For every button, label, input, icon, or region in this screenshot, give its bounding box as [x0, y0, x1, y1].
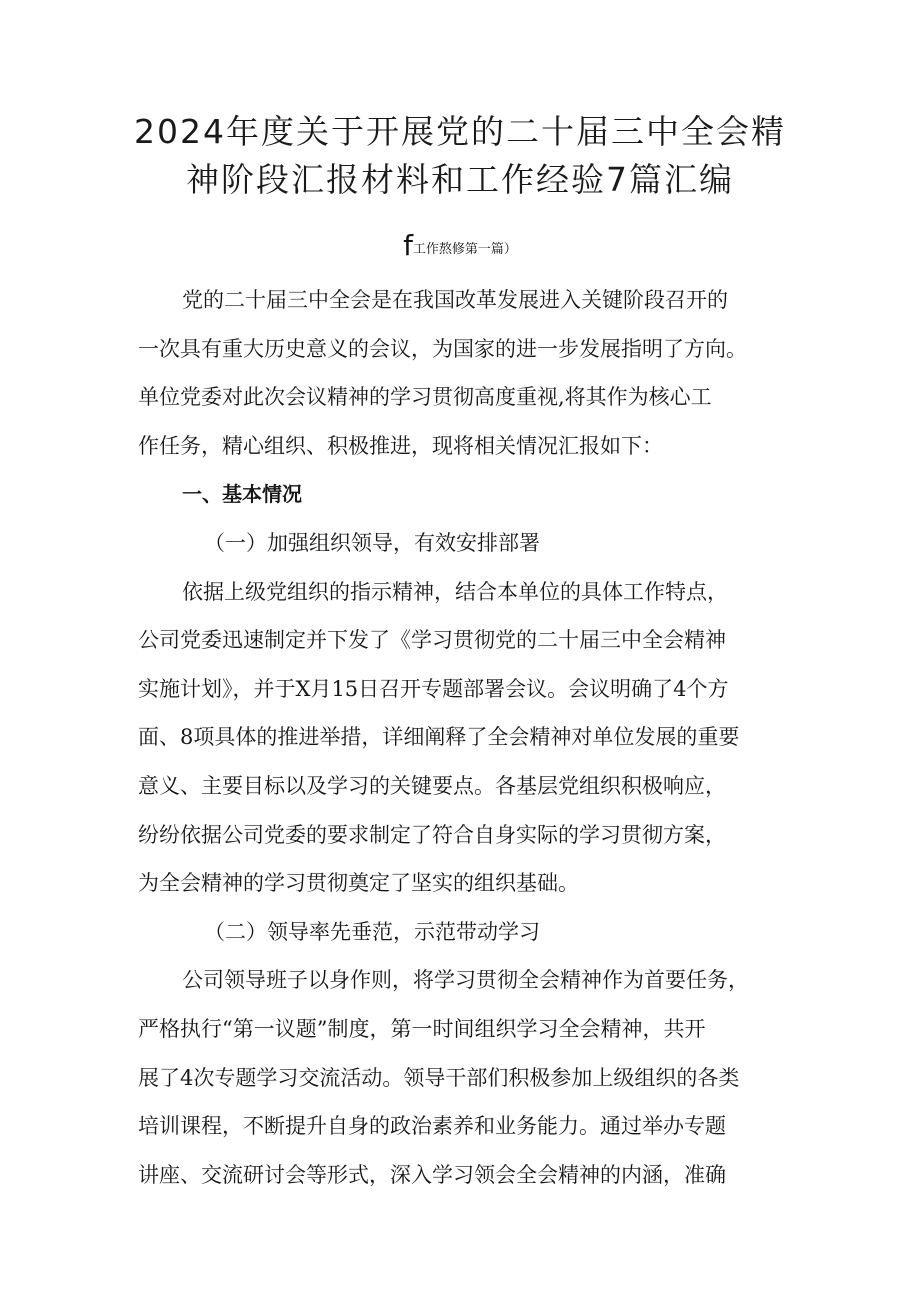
subtitle-prefix: f [403, 229, 413, 262]
paragraph-line: 纷纷依据公司党委的要求制定了符合自身实际的学习贯彻方案， [138, 822, 726, 847]
subsection-heading: （一）加强组织领导，有效安排部署 [204, 530, 540, 555]
subsection-heading: （二）领导率先垂范，示范带动学习 [204, 919, 540, 944]
section-subtitle [0, 229, 920, 264]
paragraph-line: 讲座、交流研讨会等形式，深入学习领会全会精神的内涵，准确 [138, 1162, 726, 1187]
subtitle-text: 工作熬修第一篇） [412, 242, 517, 257]
paragraph-line: 一次具有重大历史意义的会议，为国家的进一步发展指明了方向。 [138, 336, 747, 361]
document-title-line-1: 2024年度关于开展党的二十届三中全会精 [134, 112, 786, 151]
paragraph-line: 公司领导班子以身作则，将学习贯彻全会精神作为首要任务， [182, 968, 749, 993]
paragraph-line: 作任务，精心组织、积极推进，现将相关情况汇报如下： [138, 433, 663, 458]
document-title-line-2: 神阶段汇报材料和工作经验7篇汇编 [186, 160, 734, 199]
paragraph-line: 面、8项具体的推进举措，详细阐释了全会精神对单位发展的重要 [138, 725, 740, 750]
paragraph-line: 公司党委迅速制定并下发了《学习贯彻党的二十届三中全会精神 [138, 628, 726, 653]
section-heading: 一、基本情况 [182, 482, 302, 507]
paragraph-line: 培训课程，不断提升自身的政治素养和业务能力。通过举办专题 [138, 1114, 726, 1139]
paragraph-line: 实施计划》，并于X月15日召开专题部署会议。会议明确了4个方 [138, 676, 729, 701]
document-body [138, 276, 793, 1199]
paragraph-line: 党的二十届三中全会是在我国改革发展进入关键阶段召开的 [182, 288, 728, 312]
paragraph-line: 展了4次专题学习交流活动。领导干部们积极参加上级组织的各类 [138, 1065, 740, 1090]
paragraph-line: 为全会精神的学习贯彻奠定了坚实的组织基础。 [138, 871, 579, 896]
paragraph-line: 单位党委对此次会议精神的学习贯彻高度重视,将其作为核心工 [138, 385, 712, 410]
paragraph-line: 严格执行“第一议题”制度，第一时间组织学习全会精神，共开 [138, 1016, 706, 1041]
paragraph-line: 意义、主要目标以及学习的关键要点。各基层党组织积极响应， [138, 773, 726, 798]
paragraph-line: 依据上级党组织的指示精神，结合本单位的具体工作特点， [182, 579, 728, 604]
